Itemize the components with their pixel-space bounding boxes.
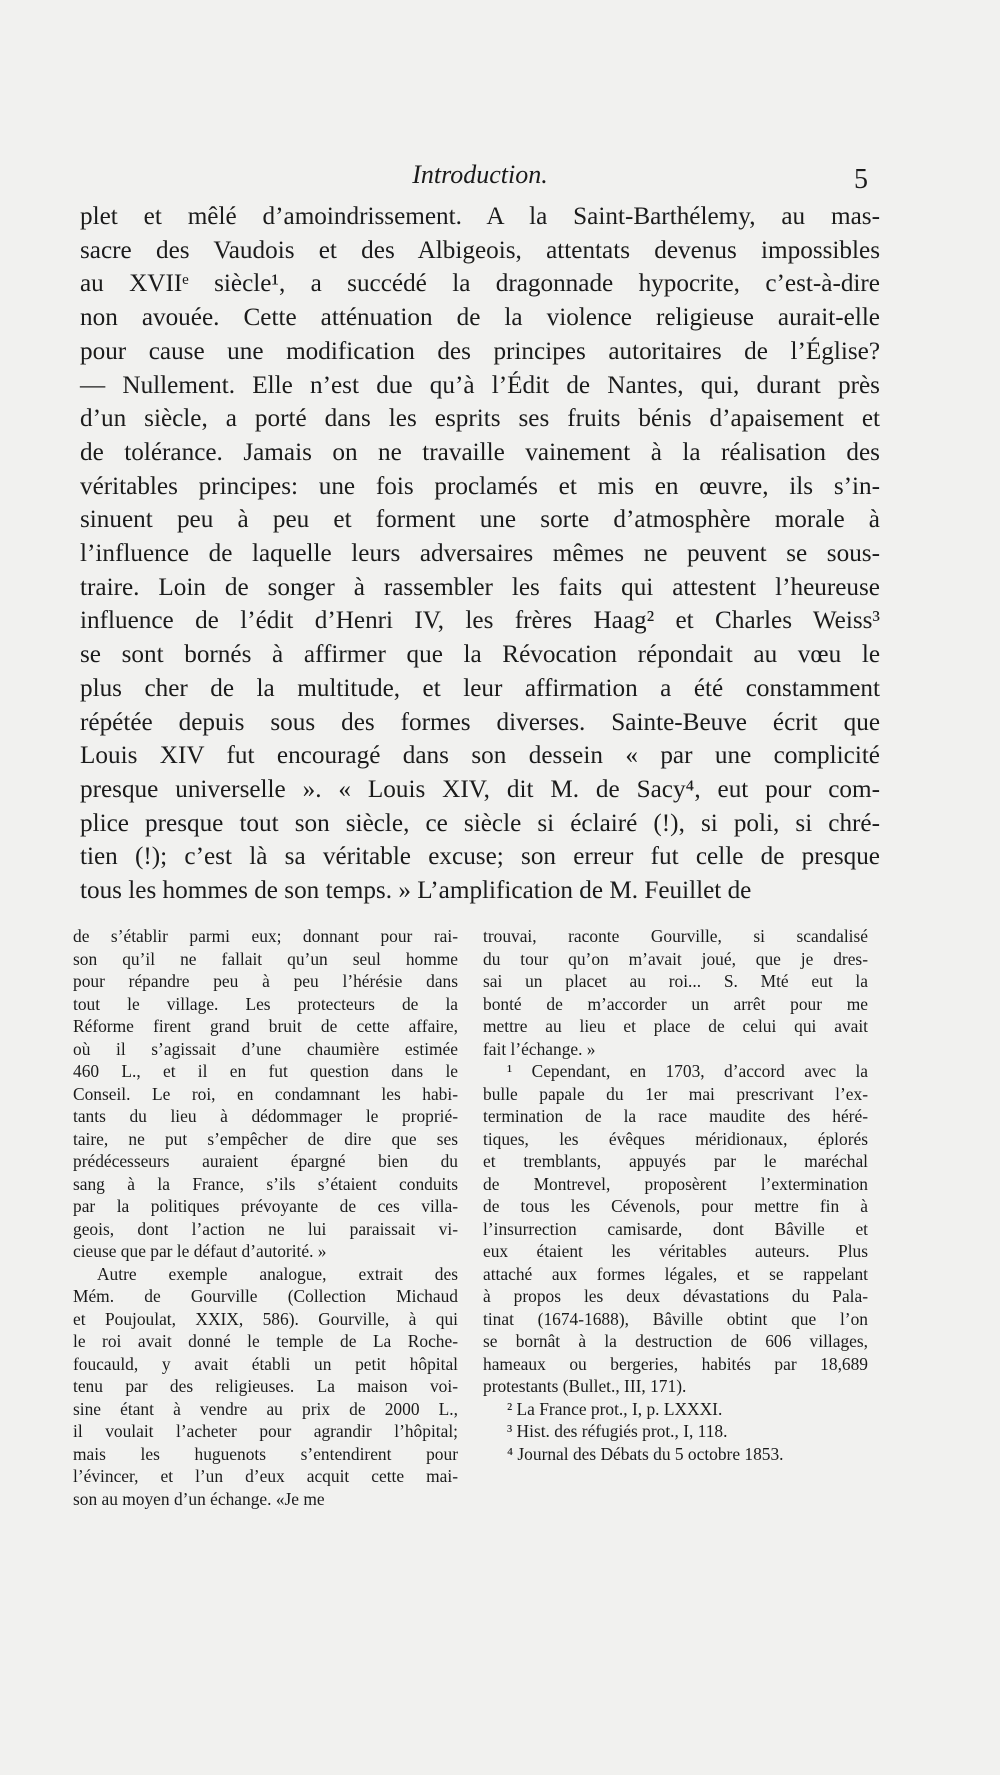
footnote-line: bulle papale du 1er mai prescrivant l’ex- — [483, 1083, 868, 1104]
text-line: d’un siècle, a porté dans les esprits ses fruits bénis d’apaisement et — [80, 405, 880, 433]
footnote-line: son au moyen d’un échange. «Je me — [73, 1488, 325, 1509]
footnote-line: termination de la race maudite des héré- — [483, 1106, 868, 1126]
text-line: influence de l’édit d’Henri IV, les frères Haag² et Charles Weiss³ — [80, 607, 880, 635]
footnote-line: sine étant à vendre au prix de 2000 L., — [73, 1398, 458, 1419]
running-title: Introduction. — [412, 160, 548, 189]
footnote-line: foucauld, y avait établi un petit hôpital — [73, 1353, 458, 1374]
footnote-line: Conseil. Le roi, en condamnant les habi- — [73, 1083, 458, 1104]
footnote-line: tants du lieu à dédommager le proprié- — [73, 1106, 458, 1126]
footnote-line: il voulait l’acheter pour agrandir l’hôpital; — [73, 1421, 458, 1441]
footnote-line: ¹ Cependant, en 1703, d’accord avec la — [507, 1061, 868, 1081]
footnote-line: de s’établir parmi eux; donnant pour rai- — [73, 926, 458, 946]
footnote-line: hameaux ou bergeries, habités par 18,689 — [483, 1353, 868, 1374]
footnotes-left-column — [73, 925, 458, 1510]
footnote-line: tenu par des religieuses. La maison voi- — [73, 1376, 458, 1396]
footnote-line: et Poujoulat, XXIX, 586). Gourville, à qui — [73, 1308, 458, 1329]
text-line: non avouée. Cette atténuation de la violence religieuse aurait-elle — [80, 304, 880, 332]
footnote-line: où il s’agissait d’une chaumière estimée — [73, 1038, 458, 1059]
text-line: plet et mêlé d’amoindrissement. A la Saint-Barthélemy, au mas- — [80, 203, 880, 230]
footnote-line: fait l’échange. » — [483, 1038, 596, 1059]
text-line: se sont bornés à affirmer que la Révocation répondait au vœu le — [80, 641, 880, 669]
footnote-line: bonté de m’accorder un arrêt pour me — [483, 993, 868, 1014]
text-line: au XVIIᵉ siècle¹, a succédé la dragonnade hypocrite, c’est-à-dire — [80, 270, 880, 298]
footnote-line: mettre au lieu et place de celui qui avait — [483, 1016, 868, 1036]
footnote-line: 460 L., et il en fut question dans le — [73, 1061, 458, 1081]
footnote-line: ⁴ Journal des Débats du 5 octobre 1853. — [507, 1443, 784, 1464]
footnote-line: par la politiques prévoyante de ces villa- — [73, 1196, 458, 1216]
footnote-line: prédécesseurs auraient épargné bien du — [73, 1151, 458, 1171]
footnote-line: Mém. de Gourville (Collection Michaud — [73, 1286, 458, 1306]
footnote-line: tiques, les évêques méridionaux, éplorés — [483, 1128, 868, 1149]
footnote-line: son qu’il ne fallait qu’un seul homme — [73, 948, 458, 969]
footnote-line: et tremblants, appuyés par le maréchal — [483, 1151, 868, 1171]
footnote-line: geois, dont l’action ne lui paraissait vi- — [73, 1218, 458, 1239]
text-line: tous les hommes de son temps. » L’amplification de M. Feuillet de — [80, 877, 752, 905]
text-line: répétée depuis sous des formes diverses. Sainte-Beuve écrit que — [80, 708, 880, 736]
footnote-line: ² La France prot., I, p. LXXXI. — [507, 1398, 723, 1419]
text-line: traire. Loin de songer à rassembler les faits qui attestent l’heureuse — [80, 573, 880, 601]
footnote-line: à propos les deux dévastations du Pala- — [483, 1286, 868, 1306]
footnote-line: sang à la France, s’ils s’étaient conduits — [73, 1173, 458, 1194]
footnote-line: de tous les Cévenols, pour mettre fin à — [483, 1196, 868, 1216]
footnote-line: eux étaient les véritables auteurs. Plus — [483, 1241, 868, 1261]
footnote-line: du tour qu’on m’avait joué, que je dres- — [483, 948, 868, 969]
footnote-line: taire, ne put s’empêcher de dire que ses — [73, 1128, 458, 1149]
footnote-line: attaché aux formes légales, et se rappelant — [483, 1263, 868, 1284]
footnote-line: de Montrevel, proposèrent l’extermination — [483, 1173, 868, 1194]
main-body-text — [80, 200, 880, 908]
footnotes-right-column — [483, 925, 868, 1465]
text-line: pour cause une modification des principes autoritaires de l’Église? — [80, 337, 880, 365]
text-line: sinuent peu à peu et forment une sorte d’atmosphère morale à — [80, 506, 880, 534]
footnote-line: cieuse que par le défaut d’autorité. » — [73, 1241, 327, 1261]
text-line: Louis XIV fut encouragé dans son dessein « par une complicité — [80, 742, 880, 770]
text-line: plus cher de la multitude, et leur affirmation a été constamment — [80, 674, 880, 702]
text-line: véritables principes: une fois proclamés et mis en œuvre, ils s’in- — [80, 472, 880, 500]
footnote-line: protestants (Bullet., III, 171). — [483, 1376, 687, 1396]
text-line: tien (!); c’est là sa véritable excuse; son erreur fut celle de presque — [80, 843, 880, 871]
footnote-line: trouvai, raconte Gourville, si scandalisé — [483, 926, 868, 946]
footnote-line: le roi avait donné le temple de La Roche- — [73, 1331, 458, 1351]
page-header — [80, 160, 880, 200]
text-line: presque universelle ». « Louis XIV, dit M. de Sacy⁴, eut pour com- — [80, 775, 880, 803]
text-line: plice presque tout son siècle, ce siècle si éclairé (!), si poli, si chré- — [80, 809, 880, 837]
footnote-line: sai un placet au roi... S. Mté eut la — [483, 971, 868, 991]
text-line: sacre des Vaudois et des Albigeois, attentats devenus impossibles — [80, 236, 880, 264]
footnote-line: l’évincer, et l’un d’eux acquit cette mai- — [73, 1466, 458, 1486]
footnote-line: pour répandre peu à peu l’hérésie dans — [73, 971, 458, 991]
footnote-line: tout le village. Les protecteurs de la — [73, 993, 458, 1014]
footnote-line: l’insurrection camisarde, dont Bâville et — [483, 1218, 868, 1239]
text-line: de tolérance. Jamais on ne travaille vainement à la réalisation des — [80, 438, 880, 466]
footnote-line: ³ Hist. des réfugiés prot., I, 118. — [507, 1421, 728, 1441]
footnote-line: tinat (1674-1688), Bâville obtint que l’on — [483, 1308, 868, 1329]
footnote-line: se bornât à la destruction de 606 villages, — [483, 1331, 868, 1351]
page-number: 5 — [854, 164, 868, 195]
footnote-line: Réforme firent grand bruit de cette affaire, — [73, 1016, 458, 1036]
text-line: — Nullement. Elle n’est due qu’à l’Édit de Nantes, qui, durant près — [80, 371, 880, 399]
footnote-line: Autre exemple analogue, extrait des — [97, 1263, 458, 1284]
text-line: l’influence de laquelle leurs adversaires mêmes ne peuvent se sous- — [80, 540, 880, 568]
footnote-line: mais les huguenots s’entendirent pour — [73, 1443, 458, 1464]
